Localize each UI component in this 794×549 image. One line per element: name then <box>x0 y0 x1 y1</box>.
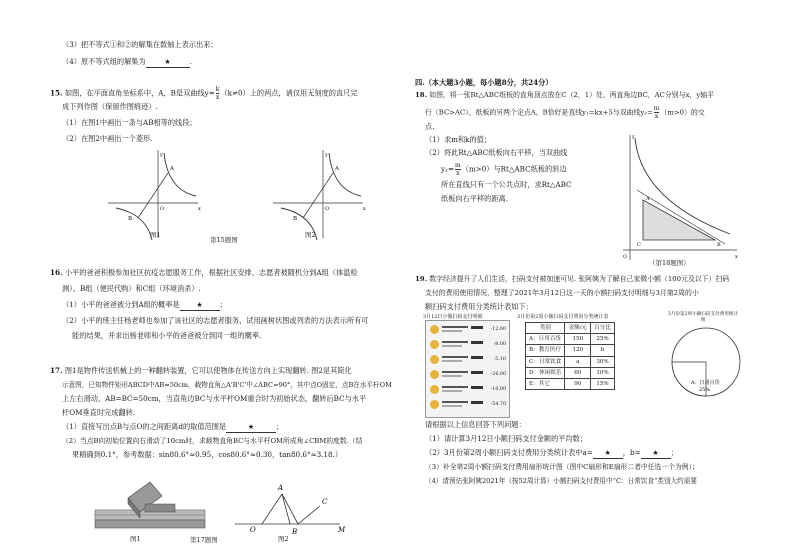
fig17-2-caption: 图2 <box>278 535 289 543</box>
q15-line1: 15. 如图，在平面直角坐标系中，A，B是双曲线y= $\frac{k}{x}$ （k≠0）上的两点，请仅用无刻度的直尺完 <box>50 86 358 101</box>
payment-row: -26.00 <box>430 369 506 382</box>
t3-title: 3月份第2周小额扫码支付费用统计图 <box>667 312 739 323</box>
svg-text:B: B <box>128 216 133 222</box>
coin-icon <box>430 400 439 409</box>
fig15-caption: 第15题图 <box>210 236 238 244</box>
payment-row: -54.70 <box>430 399 506 412</box>
line-3: （3）把不等式①和②的解集在数轴上表示出来； <box>62 40 218 49</box>
line-4: （4）原不等式组的解集为 ★ . <box>62 57 192 68</box>
pie-label-pct: 25% <box>699 387 711 393</box>
svg-text:O: O <box>623 254 628 260</box>
q17-diagram <box>235 484 346 536</box>
svg-text:M: M <box>338 526 346 534</box>
pie-label-a: A：日用百货 <box>691 380 720 386</box>
svg-text:C: C <box>637 242 641 248</box>
fig17-caption: 第17题图 <box>190 536 218 544</box>
svg-text:O: O <box>250 526 256 534</box>
q19-part1: （1）请计算3月12日小额扫码支付金额的平均数； <box>425 434 588 443</box>
q18-part2e: 纸板向右平移的距离. <box>441 194 508 203</box>
q15-part2: （2）在图2中画出一个菱形. <box>62 134 153 143</box>
fig15-1-caption: 图1 <box>150 231 161 239</box>
coin-icon <box>430 325 439 334</box>
coin-icon <box>430 355 439 364</box>
svg-text:B: B <box>292 528 298 536</box>
q15-figures <box>98 148 378 248</box>
svg-text:A: A <box>278 484 284 492</box>
q17-line4: 杆OM垂直时完成翻转. <box>62 408 136 417</box>
svg-text:x: x <box>198 206 201 212</box>
q18-line1: 18. 如图，将一张Rt△ABC纸板的直角顶点放在C（2，1）处，两直角边BC，AC分别与x，y轴平 <box>415 91 715 99</box>
q19-part4: （4）请预估张阿姨2021年（按52周计算）小额扫码支付费用中“C：日常饮食”类别大约需要 <box>425 477 697 485</box>
q16-part2a: （2）小平的班主任杨老师也参加了该社区的志愿者服务，试用画树状图或列表的方法表示所有可 <box>62 316 369 325</box>
section-4-heading: 四.（本大题3小题，每小题8分，共24分） <box>415 78 553 87</box>
svg-text:B: B <box>717 242 721 248</box>
fig18-caption: （第18题图） <box>649 259 690 267</box>
q16-line2: 测）、B组（便民代购）和C组（环境消杀）. <box>62 284 201 293</box>
q17-line2: 示意图，已知物件矩形ABCD中AB=50cm，载物直角△A'B'C'中∠ABC=90°，其中点O固定，点B在水平杆OM <box>62 381 392 389</box>
q17-line3: 上左右滑动，AB=BC=50cm，当直角边BC与水平杆OM重合时为初始状态，翻转后BC与水平 <box>62 394 367 403</box>
fig15-2-caption: 图2 <box>305 231 316 239</box>
q17-part2b: 果精确到0.1°，参考数据：sin80.6°≈0.95，cos80.6°≈0.30，tan80.6°≈3.18.） <box>72 450 343 459</box>
table-row: B：教育医疗 120 b <box>526 345 615 356</box>
payment-row: -8.00 <box>430 339 506 352</box>
coin-icon <box>430 370 439 379</box>
q18-part2d: 所在直线只有一个公共点时，求Rt△ABC <box>441 180 572 189</box>
q17-part1: （1）直接写出点B与点O的之间距离d的取值范围是 ★ ； <box>62 422 283 433</box>
svg-text:A: A <box>646 196 650 202</box>
q17-line1: 17. 图1是物件传送机械上的一种翻转装置，它可以使物体在传送方向上实现翻转. 图2是其简化 <box>50 366 352 375</box>
q19-line1: 19. 数字经济提升了人们生活，扫码支付被加速可见. 张阿姨为了解自己家微小额（100元及以下）扫码 <box>415 275 730 283</box>
svg-text:B: B <box>293 216 298 222</box>
coin-icon <box>430 385 439 394</box>
payment-row: -12.00 <box>430 324 506 337</box>
table-row: E：其它 90 15% <box>526 379 615 390</box>
q15-line2: 成下列作图（保留作图痕迹）. <box>62 102 158 111</box>
payment-row: -5.10 <box>430 354 506 367</box>
t2-title: 3月份第2周小额扫码支付费用分类统计表 <box>517 314 609 320</box>
svg-text:y: y <box>325 152 328 158</box>
svg-text:x: x <box>363 206 366 212</box>
svg-text:O: O <box>160 206 165 212</box>
t1-title: 3月12日小额扫码支付明细 <box>423 314 483 320</box>
q16-line1: 16. 小平的爸爸积极参加社区抗疫志愿服务工作，根据社区安排，志愿者被随机分到A组（体温检 <box>50 268 358 277</box>
q15-graph-1 <box>108 150 201 240</box>
q15-graph-2 <box>273 150 366 240</box>
svg-text:x: x <box>735 254 738 260</box>
coin-icon <box>430 340 439 349</box>
pie-chart <box>667 322 745 402</box>
q18-line2: 行（BC>AC），纸板的另两个定点A，B恰好是直线y₁=kx+5与双曲线y₂= $\frac{m}{x}$ （m>0）的交 <box>425 105 705 120</box>
svg-text:A: A <box>335 166 339 172</box>
q19-line2: 支付的费用使用情况，整理了2021年3月12日这一天的小额扫码支付明细与3月第2周的小 <box>425 289 699 297</box>
q17-part2a: （2）当点B向初始位置向右滑动了10cm时，求载物直角BC与水平杆OM所成角∠CBM的度数.（结 <box>62 437 363 445</box>
q19-line3: 额扫码支付费用分类统计表如下： <box>425 302 533 311</box>
table-header: 类别 金额/元 百分比 <box>526 323 615 334</box>
table-row: C：日常饮食 a 30% <box>526 356 615 367</box>
q18-part1: （1）求m和k的值； <box>425 135 492 144</box>
fig17-1-caption: 图1 <box>130 535 141 543</box>
q15-part1: （1）在图1中画出一条与AB相等的线段； <box>62 118 197 127</box>
payment-list <box>425 320 510 418</box>
svg-text:C: C <box>322 498 328 506</box>
q18-part2a: （2）将此Rt△ABC纸板向右平移，当双曲线 <box>425 148 568 157</box>
svg-text:y: y <box>160 152 163 158</box>
q16-part1: （1）小平的爸爸被分到A组的概率是 ★ ； <box>62 300 227 311</box>
table-row: D：休闲娱乐 60 10% <box>526 367 615 378</box>
q18-figure <box>615 130 740 265</box>
category-table <box>525 322 615 390</box>
payment-row: -10.00 <box>430 384 506 397</box>
svg-text:A: A <box>170 166 174 172</box>
q18-part2b: y₂= $\frac{m}{x}$ （m>0）与Rt△ABC纸板的斜边 <box>441 162 567 177</box>
table-row: A：日用百货 150 25% <box>526 334 615 345</box>
q17-figures <box>90 462 380 542</box>
q18-line3: 点. <box>425 122 435 131</box>
q19-prompt: 请根据以上信息回答下列问题： <box>425 420 526 429</box>
q19-part3: （3）补全第2周小额扫码支付费用扇形统计图（图中C扇形和E扇形二者中任选一个为例）； <box>425 463 699 471</box>
svg-text:O: O <box>325 206 330 212</box>
q19-part2: （2）3月份第2周小额扫码支付费用分类统计表中a= ★ ，b= ★ ； <box>425 448 678 459</box>
conveyor-machine <box>95 482 205 528</box>
q16-part2b: 能的结果，并求出杨老师和小平的爸爸被分到同一组的概率. <box>72 331 262 340</box>
svg-text:y: y <box>632 134 635 140</box>
